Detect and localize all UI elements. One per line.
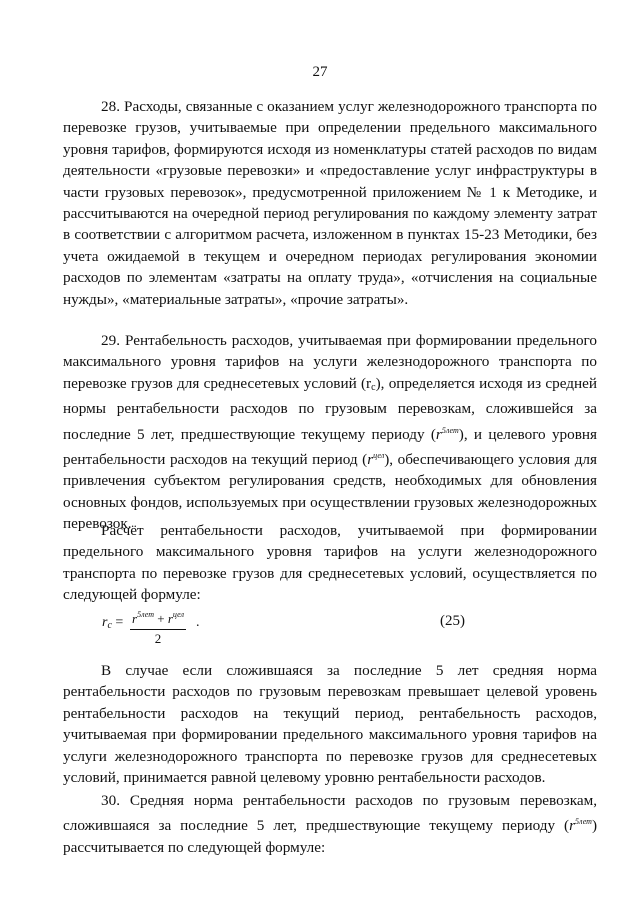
page-number: 27 [312,64,328,80]
r-target-sup: цел [373,451,385,461]
formula-fraction [130,605,186,648]
formula-25 [102,605,602,649]
r-symbol: r [569,817,576,835]
r-5year-sup: 5лет [441,425,459,435]
r-symbol: r [435,425,442,443]
formula-number: (25) [440,613,465,629]
r-symbol: r [367,451,374,469]
p29-text-b: ), определяется исходя из средней нормы рентабельности расходов по грузовым перевозкам, сложившейся за последние 5 лет, предшествующие текущему периоду ( [63,374,597,443]
p29-text-c: ), и целевого уровня рентабельности расходов на текущий период ( [63,425,598,469]
p29-text-d: ), обеспечивающего условия для привлечения субъектом регулирования средств, необходимых для обновления основных фондов, используемых при осуществлении грузовых железнодорожных перевозок. [63,451,597,533]
p30-text-a: 30. Средняя норма рентабельности расходов по грузовым перевозкам, сложившаяся за последние 5 лет, предшествующие текущему периоду ( [63,792,597,835]
r-subscript: c [371,381,376,393]
paragraph-case: В случае если сложившаяся за последние 5 лет средняя норма рентабельности расходов по грузовым перевозкам превышает целевой уровень рентабельности расходов на текущий период, рентабельность расходов, учитываемая при формировании предельного максимального уровня тарифов на услуги железнодорожного транспорта по перевозке грузов для среднесетевых условий, принимается равной целевому уровню рентабельности расходов. [63,662,597,787]
formula-dot: . [196,615,200,630]
paragraph-29-calc: Расчёт рентабельности расходов, учитываемой при формировании предельного максимального уровня тарифов на услуги железнодорожного транспорта по перевозке грузов для среднесетевых условий, осуществляется по следующей формуле: [63,522,597,604]
formula-numerator: $r^{5лет} + r^{цел}$ [130,605,186,630]
formula-lhs: $r_c$ = [102,615,124,631]
paragraph-29 [63,330,597,535]
p29-text-a: 29. Рентабельность расходов, учитываемая при формировании предельного максимального уровня тарифов на услуги железнодорожного транспорта по перевозке грузов для среднесетевых условий (r [63,332,597,392]
formula-denominator: 2 [154,631,162,646]
r-5year-sup: 5лет [575,817,592,827]
paragraph-30 [63,790,597,858]
p30-text-b: ) рассчитывается по следующей формуле: [63,817,597,856]
paragraph-28: 28. Расходы, связанные с оказанием услуг железнодорожного транспорта по перевозке грузов, учитываемые при определении предельного максимального уровня тарифов, формируются исходя из номенклатуры статей расходов по видам деятельности «грузовые перевозки» и «предоставление услуг инфраструктуры в части грузовых перевозок», предусмотренной приложением № 1 к Методике, и рассчитываются на очередной период регулирования по каждому элементу затрат в соответствии с алгоритмом расчета, изложенном в пунктах 15-23 Методики, без учета ожидаемой в текущем и очередном периодах регулирования экономии расходов по элементам «затраты на оплату труда», «отчисления на социальные нужды», «материальные затраты», «прочие затраты». [63,98,597,308]
